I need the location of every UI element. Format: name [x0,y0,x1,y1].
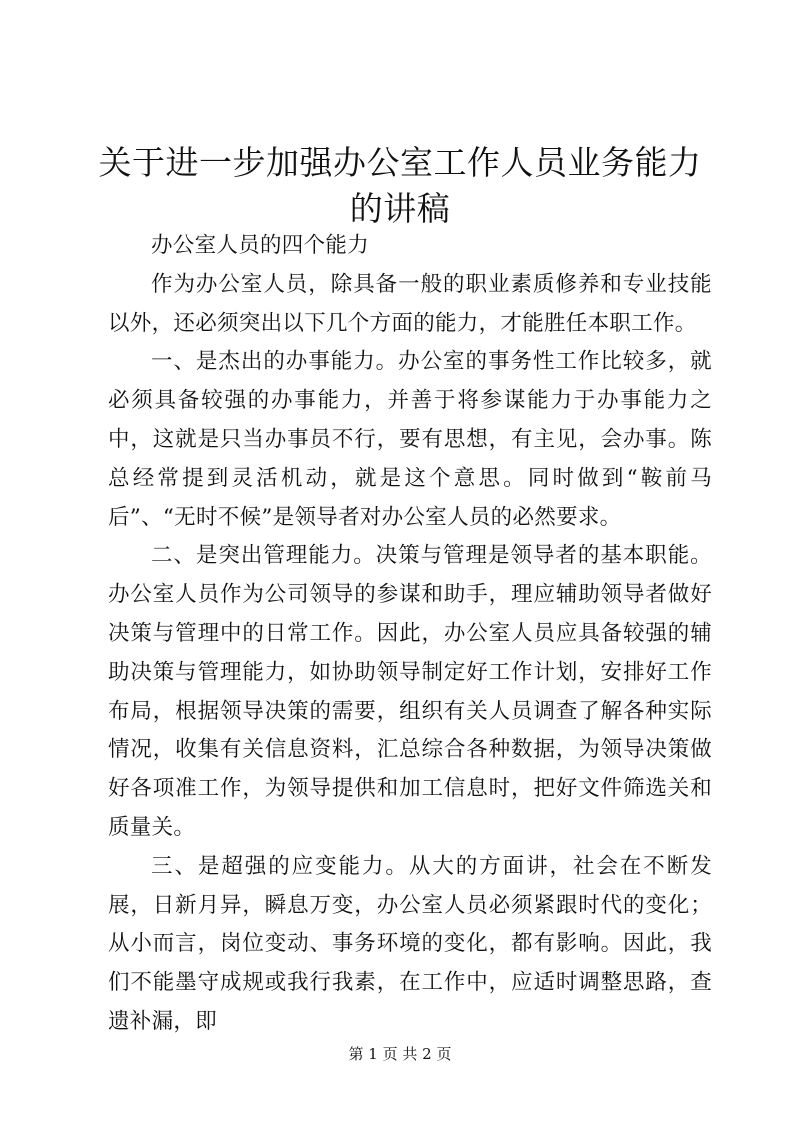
paragraph-ability-1: 一、是杰出的办事能力。办公室的事务性工作比较多，就必须具备较强的办事能力，并善于将参谋能力于办事能力之中，这就是只当办事员不行，要有思想，有主见，会办事。陈总经常提到灵活机动，就是这个意思。同时做到“鞍前马后”、“无时不候”是领导者对办公室人员的必然要求。 [108,349,712,530]
page-footer: 第 1 页 共 2 页 [348,1045,452,1063]
paragraph-intro: 作为办公室人员，除具备一般的职业素质修养和专业技能以外，还必须突出以下几个方面的能力，才能胜任本职工作。 [108,271,712,336]
paragraph-ability-2: 二、是突出管理能力。决策与管理是领导者的基本职能。办公室人员作为公司领导的参谋和助手，理应辅助领导者做好决策与管理中的日常工作。因此，办公室人员应具备较强的辅助决策与管理能力，如协助领导制定好工作计划，安排好工作布局，根据领导决策的需要，组织有关人员调查了解各种实际情况，收集有关信息资料，汇总综合各种数据，为领导决策做好各项准工作，为领导提供和加工信息时，把好文件筛选关和质量关。 [108,543,712,840]
paragraph-heading: 办公室人员的四个能力 [151,233,370,258]
paragraph-ability-3: 三、是超强的应变能力。从大的方面讲，社会在不断发展，日新月异，瞬息万变，办公室人员必须紧跟时代的变化；从小而言，岗位变动、事务环境的变化，都有影响。因此，我们不能墨守成规或我行我素，在工作中，应适时调整思路，查遗补漏，即 [108,853,712,1034]
document-body [108,227,712,1042]
document-title: 关于进一步加强办公室工作人员业务能力的讲稿 [98,143,702,228]
